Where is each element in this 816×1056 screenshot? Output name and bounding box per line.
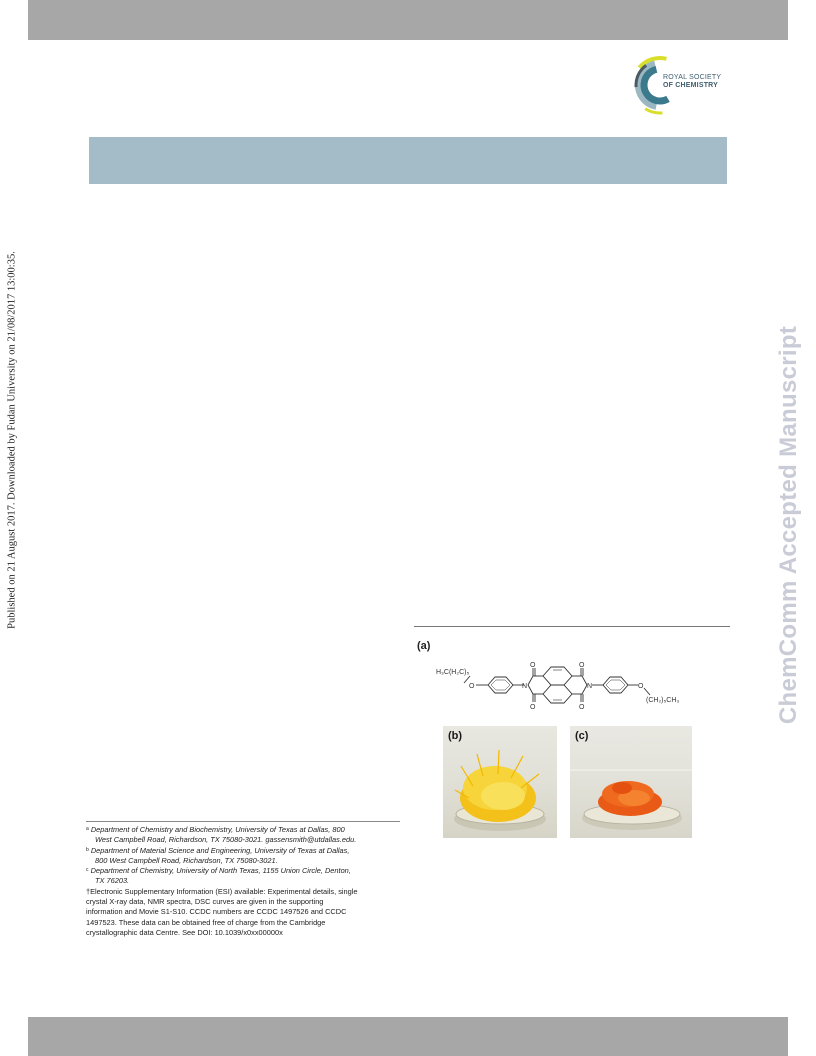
left-chain-label: H₃C(H₂C)₅ (436, 669, 470, 676)
panel-b-label: (b) (448, 730, 463, 742)
footnote-c-mark: c (86, 867, 89, 874)
panel-c-label: (c) (575, 730, 589, 742)
title-banner (89, 137, 727, 184)
footnote-a-mark: a (86, 826, 89, 832)
right-chain-label: (CH₂)₅CH₃ (646, 697, 680, 704)
footnote-b-line2: 800 West Campbell Road, Richardson, TX 75080-3021. (95, 855, 278, 865)
footnote-b (86, 846, 402, 867)
esi-line-4: 1497523. These data can be obtained free of charge from the Cambridge (86, 917, 326, 927)
footnote-c-line2: TX 76203. (95, 876, 130, 886)
left-nitrogen-label: N (522, 683, 528, 690)
footnote-b-line1: Department of Material Science and Engineering, University of Texas at Dallas, (90, 845, 350, 855)
esi-line-2: crystal X-ray data, NMR spectra, DSC curves are given in the supporting (86, 897, 324, 907)
right-nitrogen-label: N (587, 683, 593, 690)
carbonyl-o-2: O (530, 704, 536, 711)
carbonyl-o-4: O (579, 704, 585, 711)
ndi-structure-diagram (436, 650, 706, 712)
rsc-logo (630, 54, 730, 116)
footnotes (86, 825, 402, 938)
esi-line-3: information and Movie S1-S10. CCDC numbers are CCDC 1497526 and CCDC (86, 907, 347, 917)
carbonyl-o-3: O (579, 662, 585, 669)
footer-bar (28, 1017, 788, 1056)
published-text: Published on 21 August 2017. Downloaded by Fudan University on 21/08/2017 13:00:35. (6, 251, 18, 629)
footnote-a-line2: West Campbell Road, Richardson, TX 75080-3021. gassensmith@utdallas.edu. (95, 835, 357, 845)
footnote-a-line1: Department of Chemistry and Biochemistry, University of Texas at Dallas, 800 (90, 825, 345, 834)
esi-note (86, 887, 402, 938)
left-oxygen-label: O (469, 683, 475, 690)
carbonyl-o-1: O (530, 662, 536, 669)
photo-yellow-crystals (443, 726, 557, 838)
footnote-c-line1: Department of Chemistry, University of North Texas, 1155 Union Circle, Denton, (90, 866, 351, 876)
footnote-a (86, 825, 402, 846)
esi-line-5: crystallographic data Centre. See DOI: 10.1039/x0xx00000x (86, 927, 283, 937)
photo-orange-crystals (570, 726, 692, 838)
figure-top-rule (414, 626, 730, 627)
right-oxygen-label: O (638, 683, 644, 690)
header-bar (28, 0, 788, 40)
footnote-rule (86, 821, 400, 822)
footnote-b-mark: b (86, 846, 89, 853)
logo-line-1: ROYAL SOCIETY (663, 74, 722, 81)
logo-line-2: OF CHEMISTRY (663, 82, 719, 89)
esi-line-1: †Electronic Supplementary Information (ESI) available: Experimental details, single (86, 886, 358, 896)
watermark-text: ChemComm Accepted Manuscript (775, 325, 802, 725)
panel-a-label: (a) (417, 640, 431, 652)
footnote-c (86, 866, 402, 887)
